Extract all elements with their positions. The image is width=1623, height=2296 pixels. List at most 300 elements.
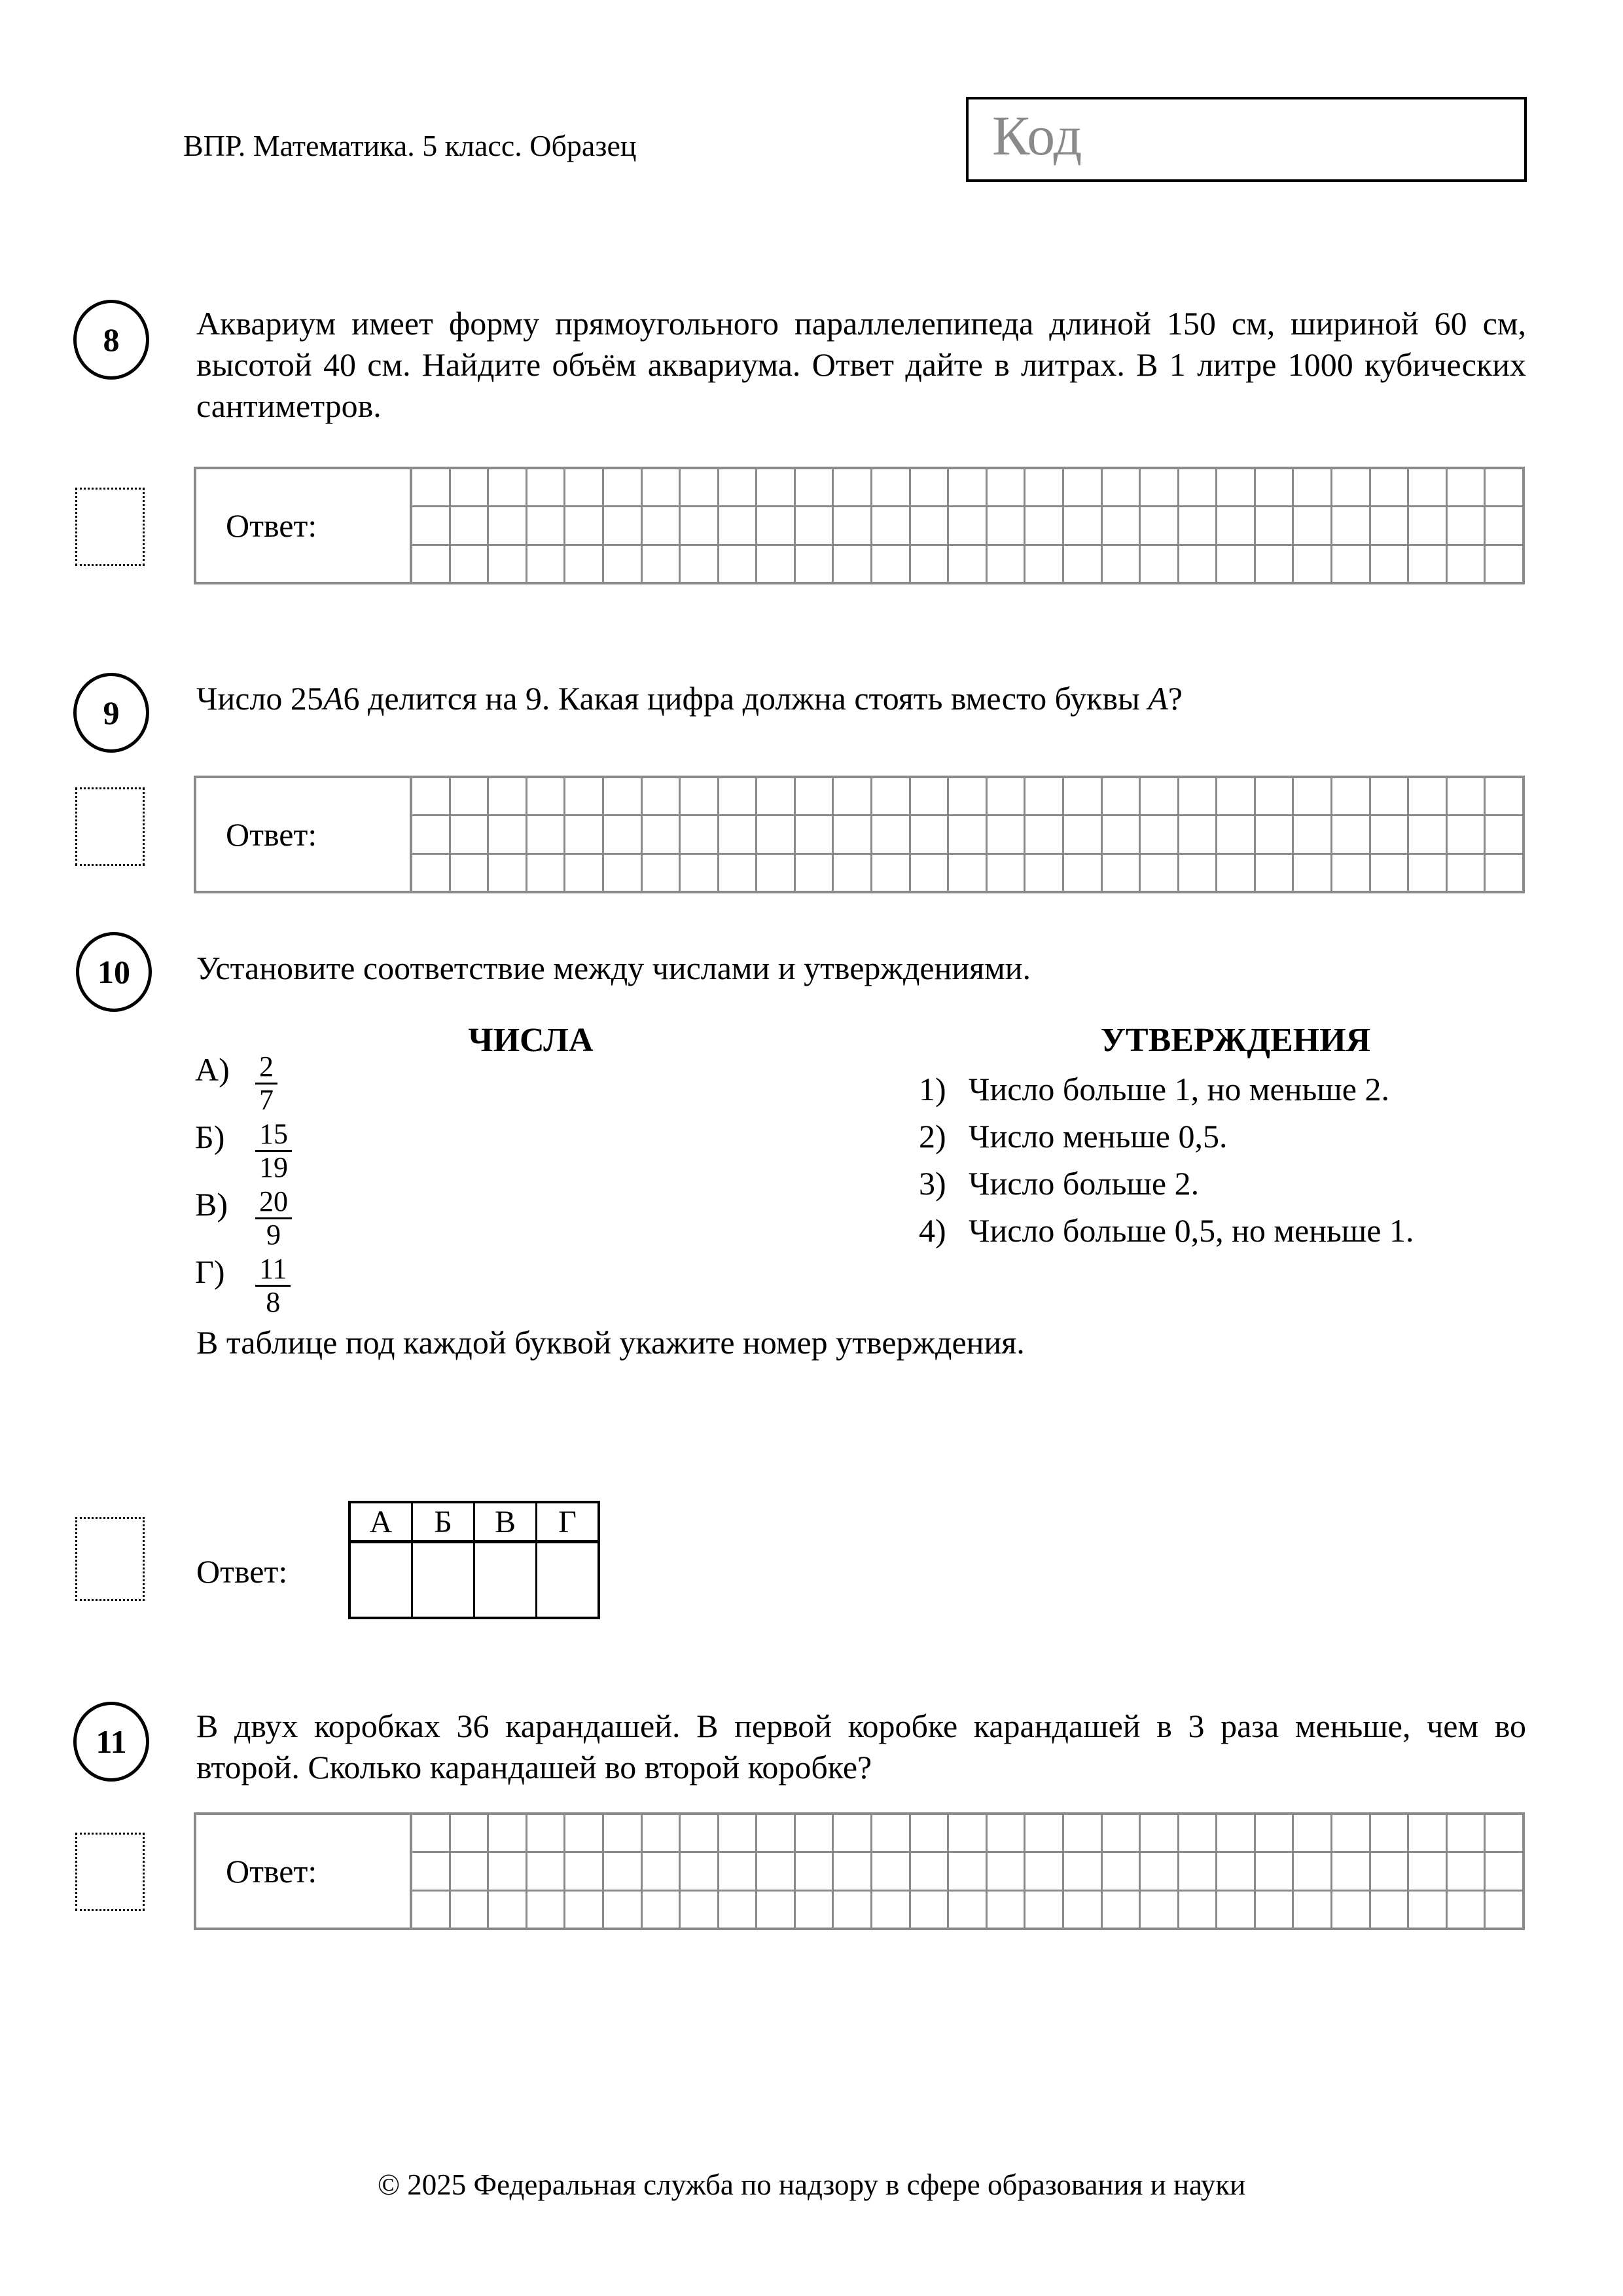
answer-grid-cell[interactable] — [988, 546, 1024, 582]
question-10-instruction: В таблице под каждой буквой укажите номер утверждения. — [196, 1324, 1025, 1361]
answer-grid-cell[interactable] — [1486, 1853, 1522, 1889]
answer-grid-cell[interactable] — [1026, 469, 1062, 505]
answer-grid-cell[interactable] — [757, 469, 794, 505]
answer-grid-cell[interactable] — [1409, 546, 1446, 582]
answer-grid-cell[interactable] — [1332, 778, 1369, 814]
answer-grid-cell[interactable] — [988, 507, 1024, 543]
answer-grid-cell[interactable] — [1179, 1892, 1216, 1928]
answer-grid-cell[interactable] — [1064, 469, 1101, 505]
question-11-score-checkbox[interactable] — [75, 1833, 145, 1911]
answer-grid-cell[interactable] — [412, 1815, 449, 1851]
answer-grid-cell[interactable] — [1486, 816, 1522, 852]
answer-grid-cell[interactable] — [1332, 816, 1369, 852]
answer-grid-cell[interactable] — [1486, 546, 1522, 582]
answer-grid-cell[interactable] — [565, 855, 602, 891]
answer-grid-cell[interactable] — [1448, 1815, 1484, 1851]
answer-grid-cell[interactable] — [681, 546, 717, 582]
answer-grid-cell[interactable] — [949, 778, 986, 814]
answer-grid-cell[interactable] — [489, 546, 526, 582]
answer-grid-cell[interactable] — [757, 507, 794, 543]
answer-grid-cell[interactable] — [911, 507, 948, 543]
statement-number: 4) — [919, 1212, 946, 1249]
answer-grid-cell[interactable] — [1217, 1853, 1254, 1889]
answer-grid-cell[interactable] — [451, 469, 488, 505]
answer-grid-cell[interactable] — [796, 778, 832, 814]
answer-grid-cell[interactable] — [949, 816, 986, 852]
answer-grid-cell[interactable] — [681, 507, 717, 543]
answer-grid-cell[interactable] — [604, 507, 641, 543]
answer-grid-cell[interactable] — [1294, 1853, 1330, 1889]
answer-grid-cell[interactable] — [911, 1815, 948, 1851]
answer-grid-cell[interactable] — [1179, 507, 1216, 543]
answer-grid-cell[interactable] — [1332, 507, 1369, 543]
answer-grid-cell[interactable] — [911, 778, 948, 814]
question-10-score-checkbox[interactable] — [75, 1517, 145, 1601]
answer-grid-cell[interactable] — [949, 546, 986, 582]
answer-grid-cell[interactable] — [1064, 546, 1101, 582]
answer-grid-cell[interactable] — [911, 1892, 948, 1928]
answer-grid-cell[interactable] — [1179, 855, 1216, 891]
fraction-label: В) — [195, 1186, 228, 1223]
answer-grid-cell[interactable] — [1179, 1853, 1216, 1889]
answer-grid-cell[interactable] — [719, 778, 756, 814]
answer-grid-cell[interactable] — [527, 855, 564, 891]
answer-grid-cell[interactable] — [527, 1892, 564, 1928]
answer-grid-cell[interactable] — [834, 546, 870, 582]
answer-grid-cell[interactable] — [1371, 1892, 1408, 1928]
answer-grid-cell[interactable] — [565, 1815, 602, 1851]
question-10-number-circle — [76, 932, 152, 1012]
answer-label: Ответ: — [196, 469, 410, 582]
answer-grid-cell[interactable] — [489, 1892, 526, 1928]
answer-grid-cell[interactable] — [489, 778, 526, 814]
answer-grid-cell[interactable] — [1103, 469, 1139, 505]
answer-grid-cell[interactable] — [1448, 1853, 1484, 1889]
answer-grid-cell[interactable] — [527, 1853, 564, 1889]
answer-grid-cell[interactable] — [1256, 816, 1293, 852]
answer-grid-cell[interactable] — [1448, 816, 1484, 852]
answer-grid-cell[interactable] — [1026, 855, 1062, 891]
answer-grid-cell[interactable] — [1103, 855, 1139, 891]
answer-grid-cell[interactable] — [1064, 1815, 1101, 1851]
answer-grid-cell[interactable] — [412, 1853, 449, 1889]
answer-grid-cell[interactable] — [604, 546, 641, 582]
answer-grid-cell[interactable] — [643, 546, 679, 582]
answer-grid-cell[interactable] — [489, 816, 526, 852]
answer-grid-cell[interactable] — [1103, 1815, 1139, 1851]
answer-grid-cell[interactable] — [1409, 778, 1446, 814]
answer-grid-cell[interactable] — [988, 855, 1024, 891]
answer-grid-cell[interactable] — [1026, 778, 1062, 814]
answer-grid-cell[interactable] — [565, 1892, 602, 1928]
answer-grid-cell[interactable] — [643, 1815, 679, 1851]
answer-grid-cell[interactable] — [911, 816, 948, 852]
answer-grid-cell[interactable] — [1141, 1815, 1177, 1851]
answer-grid-cell[interactable] — [796, 1892, 832, 1928]
answer-grid-cell[interactable] — [1179, 816, 1216, 852]
answer-grid-cell[interactable] — [681, 778, 717, 814]
answer-grid-cell[interactable] — [1256, 778, 1293, 814]
answer-grid-cell[interactable] — [1217, 469, 1254, 505]
answer-grid-cell[interactable] — [988, 469, 1024, 505]
answer-grid-cell[interactable] — [1179, 778, 1216, 814]
answer-grid-cell[interactable] — [1217, 778, 1254, 814]
answer-table-input-cell[interactable] — [349, 1542, 412, 1619]
answer-grid-cell[interactable] — [681, 1853, 717, 1889]
answer-grid-cell[interactable] — [412, 816, 449, 852]
answer-grid-cell[interactable] — [1026, 546, 1062, 582]
answer-grid-cell[interactable] — [1141, 469, 1177, 505]
answer-grid-cell[interactable] — [451, 1892, 488, 1928]
code-box[interactable] — [966, 97, 1527, 182]
answer-grid-cell[interactable] — [1371, 469, 1408, 505]
answer-grid-cell[interactable] — [834, 507, 870, 543]
answer-grid-cell[interactable] — [1217, 1892, 1254, 1928]
answer-grid-cell[interactable] — [681, 855, 717, 891]
answer-grid-cell[interactable] — [565, 1853, 602, 1889]
answer-grid-cell[interactable] — [565, 816, 602, 852]
answer-grid-cell[interactable] — [1217, 546, 1254, 582]
statement-text: Число меньше 0,5. — [969, 1118, 1228, 1155]
answer-grid-cell[interactable] — [1217, 507, 1254, 543]
answer-grid-cell[interactable] — [1179, 1815, 1216, 1851]
answer-grid-cell[interactable] — [412, 469, 449, 505]
answer-grid-cell[interactable] — [1026, 507, 1062, 543]
question-11-text: В двух коробках 36 карандашей. В первой коробке карандашей в 3 раза меньше, чем во второй. Сколько карандашей во второй коробке? — [196, 1708, 1526, 1785]
answer-grid-cell[interactable] — [719, 469, 756, 505]
answer-grid-cell[interactable] — [643, 469, 679, 505]
answer-grid-cell[interactable] — [1064, 1892, 1101, 1928]
answer-grid-cell[interactable] — [1294, 507, 1330, 543]
answer-grid-cell[interactable] — [834, 816, 870, 852]
answer-grid-cell[interactable] — [1448, 1892, 1484, 1928]
answer-grid-cell[interactable] — [1448, 469, 1484, 505]
answer-grid-cell[interactable] — [1486, 855, 1522, 891]
answer-grid-cell[interactable] — [719, 546, 756, 582]
answer-grid-cell[interactable] — [1179, 546, 1216, 582]
answer-grid-cell[interactable] — [604, 816, 641, 852]
fraction-numerator: 15 — [255, 1119, 292, 1152]
answer-grid-cell[interactable] — [527, 816, 564, 852]
answer-grid-cell[interactable] — [1371, 546, 1408, 582]
answer-grid-cell[interactable] — [1294, 778, 1330, 814]
answer-grid-cell[interactable] — [565, 778, 602, 814]
answer-grid-cell[interactable] — [911, 469, 948, 505]
answer-grid-cell[interactable] — [451, 1853, 488, 1889]
fraction-numerator: 20 — [255, 1186, 292, 1219]
statement-item — [919, 1160, 1414, 1207]
answer-grid-cell[interactable] — [1256, 1892, 1293, 1928]
answer-grid-cell[interactable] — [1332, 1815, 1369, 1851]
answer-grid-cell[interactable] — [489, 469, 526, 505]
answer-grid-cell[interactable] — [719, 1853, 756, 1889]
answer-grid-cell[interactable] — [527, 778, 564, 814]
answer-grid-cell[interactable] — [1064, 507, 1101, 543]
answer-table-input-row — [349, 1542, 599, 1619]
answer-grid-cell[interactable] — [1141, 546, 1177, 582]
answer-grid-cell[interactable] — [489, 507, 526, 543]
answer-grid-cell[interactable] — [643, 855, 679, 891]
answer-grid-cell[interactable] — [796, 1815, 832, 1851]
answer-grid-cell[interactable] — [604, 778, 641, 814]
answer-grid-cell[interactable] — [451, 546, 488, 582]
answer-grid-cell[interactable] — [412, 507, 449, 543]
answer-grid-cell[interactable] — [1256, 1853, 1293, 1889]
answer-grid-cell[interactable] — [1448, 546, 1484, 582]
answer-grid-cell[interactable] — [1179, 469, 1216, 505]
question-8-number-circle — [73, 300, 149, 380]
answer-grid-cell[interactable] — [1256, 546, 1293, 582]
answer-grid-cell[interactable] — [643, 507, 679, 543]
fraction-value — [255, 1253, 291, 1318]
answer-grid-cell[interactable] — [1448, 507, 1484, 543]
answer-grid-cell[interactable] — [834, 855, 870, 891]
answer-grid-cell[interactable] — [1486, 1815, 1522, 1851]
answer-grid-cell[interactable] — [719, 1892, 756, 1928]
answer-grid-cell[interactable] — [1256, 1815, 1293, 1851]
question-9-number: 9 — [103, 694, 120, 731]
answer-grid-cell[interactable] — [1371, 1815, 1408, 1851]
answer-grid-cell[interactable] — [834, 469, 870, 505]
answer-grid-cell[interactable] — [796, 855, 832, 891]
answer-grid-cell[interactable] — [1332, 546, 1369, 582]
answer-grid-cell[interactable] — [1141, 816, 1177, 852]
answer-grid-cell[interactable] — [412, 546, 449, 582]
answer-grid-cell[interactable] — [412, 1892, 449, 1928]
answer-grid-cell[interactable] — [1409, 1892, 1446, 1928]
answer-grid-cell[interactable] — [1486, 1892, 1522, 1928]
answer-grid-cell[interactable] — [451, 507, 488, 543]
answer-grid-cell[interactable] — [1141, 778, 1177, 814]
answer-grid-cell[interactable] — [451, 855, 488, 891]
answer-grid-cell[interactable] — [757, 1853, 794, 1889]
answer-grid-cell[interactable] — [1294, 1892, 1330, 1928]
answer-table-header-cell: Б — [412, 1502, 474, 1542]
answer-grid-cell[interactable] — [1409, 855, 1446, 891]
answer-grid-cell[interactable] — [1332, 1853, 1369, 1889]
answer-grid-cell[interactable] — [1332, 855, 1369, 891]
answer-grid-cell[interactable] — [643, 1853, 679, 1889]
answer-grid-cell[interactable] — [643, 1892, 679, 1928]
answer-grid-cell[interactable] — [681, 469, 717, 505]
answer-grid-cell[interactable] — [949, 855, 986, 891]
question-10-number: 10 — [98, 954, 130, 990]
answer-grid-cell[interactable] — [872, 816, 909, 852]
answer-grid-cell[interactable] — [451, 816, 488, 852]
answer-table-input-cell[interactable] — [474, 1542, 537, 1619]
answer-grid-cell[interactable] — [1409, 1853, 1446, 1889]
answer-grid-cell[interactable] — [719, 816, 756, 852]
answer-grid-cell[interactable] — [872, 855, 909, 891]
answer-grid-cell[interactable] — [719, 855, 756, 891]
answer-grid-cell[interactable] — [1026, 1892, 1062, 1928]
answer-grid-cell[interactable] — [451, 778, 488, 814]
answer-grid-cell[interactable] — [1064, 816, 1101, 852]
answer-grid-cell[interactable] — [1064, 778, 1101, 814]
answer-grid-cell[interactable] — [872, 778, 909, 814]
fraction-label: Г) — [195, 1253, 225, 1290]
question-9-text-part: ? — [1168, 680, 1183, 717]
answer-grid-cell[interactable] — [988, 778, 1024, 814]
answer-grid-cell[interactable] — [1026, 1853, 1062, 1889]
answer-grid-cell[interactable] — [1332, 1892, 1369, 1928]
answer-grid-cell[interactable] — [643, 816, 679, 852]
answer-grid-cell[interactable] — [1409, 507, 1446, 543]
question-11-number: 11 — [96, 1723, 127, 1760]
answer-grid-cell[interactable] — [1103, 1892, 1139, 1928]
answer-table-header-cell: Г — [537, 1502, 599, 1542]
answer-grid-cell[interactable] — [757, 546, 794, 582]
answer-grid-cell[interactable] — [527, 469, 564, 505]
answer-grid-cell[interactable] — [1409, 1815, 1446, 1851]
answer-table-input-cell[interactable] — [412, 1542, 474, 1619]
answer-grid-cell[interactable] — [872, 469, 909, 505]
answer-grid-cell[interactable] — [1486, 778, 1522, 814]
answer-grid-cell[interactable] — [1332, 469, 1369, 505]
answer-grid-cell[interactable] — [604, 1815, 641, 1851]
answer-grid-cell[interactable] — [834, 1892, 870, 1928]
answer-grid-cell[interactable] — [1103, 778, 1139, 814]
answer-grid-cell[interactable] — [719, 507, 756, 543]
question-11-answer-grid[interactable] — [410, 1815, 1522, 1928]
answer-grid-cell[interactable] — [681, 816, 717, 852]
answer-grid-cell[interactable] — [1409, 816, 1446, 852]
answer-grid-cell[interactable] — [1217, 816, 1254, 852]
answer-grid-cell[interactable] — [911, 1853, 948, 1889]
answer-grid-cell[interactable] — [1486, 469, 1522, 505]
answer-grid-cell[interactable] — [681, 1892, 717, 1928]
answer-grid-cell[interactable] — [1217, 855, 1254, 891]
answer-grid-cell[interactable] — [527, 1815, 564, 1851]
answer-table-input-cell[interactable] — [537, 1542, 599, 1619]
answer-grid-cell[interactable] — [1294, 855, 1330, 891]
answer-grid-cell[interactable] — [872, 507, 909, 543]
answer-grid-cell[interactable] — [604, 1892, 641, 1928]
answer-grid-cell[interactable] — [834, 1815, 870, 1851]
answer-grid-cell[interactable] — [796, 469, 832, 505]
answer-grid-cell[interactable] — [1103, 546, 1139, 582]
answer-grid-cell[interactable] — [1256, 507, 1293, 543]
answer-grid-cell[interactable] — [565, 546, 602, 582]
answer-grid-cell[interactable] — [1371, 1853, 1408, 1889]
answer-grid-cell[interactable] — [1486, 507, 1522, 543]
answer-grid-cell[interactable] — [872, 546, 909, 582]
answer-grid-cell[interactable] — [1141, 507, 1177, 543]
question-8-answer-grid[interactable] — [410, 469, 1522, 582]
answer-grid-cell[interactable] — [1026, 1815, 1062, 1851]
fraction-value — [255, 1186, 292, 1251]
answer-grid-cell[interactable] — [565, 507, 602, 543]
answer-grid-cell[interactable] — [643, 778, 679, 814]
answer-grid-cell[interactable] — [1141, 855, 1177, 891]
answer-grid-cell[interactable] — [796, 1853, 832, 1889]
question-11-answer-box — [194, 1812, 1525, 1930]
answer-grid-cell[interactable] — [1103, 1853, 1139, 1889]
answer-grid-cell[interactable] — [412, 855, 449, 891]
answer-grid-cell[interactable] — [757, 1815, 794, 1851]
answer-grid-cell[interactable] — [949, 1853, 986, 1889]
answer-grid-cell[interactable] — [1141, 1853, 1177, 1889]
answer-grid-cell[interactable] — [604, 469, 641, 505]
answer-grid-cell[interactable] — [988, 1853, 1024, 1889]
question-8-score-checkbox[interactable] — [75, 488, 145, 566]
answer-grid-cell[interactable] — [412, 778, 449, 814]
fraction-value — [255, 1119, 292, 1183]
answer-grid-cell[interactable] — [949, 507, 986, 543]
answer-grid-cell[interactable] — [911, 546, 948, 582]
answer-grid-cell[interactable] — [1103, 816, 1139, 852]
statement-item — [919, 1066, 1414, 1113]
answer-grid-cell[interactable] — [489, 1815, 526, 1851]
answer-grid-cell[interactable] — [489, 855, 526, 891]
answer-grid-cell[interactable] — [949, 469, 986, 505]
statement-text: Число больше 1, но меньше 2. — [969, 1071, 1389, 1107]
answer-grid-cell[interactable] — [1371, 778, 1408, 814]
answer-grid-cell[interactable] — [1064, 855, 1101, 891]
answer-grid-cell[interactable] — [1448, 855, 1484, 891]
answer-grid-cell[interactable] — [1371, 855, 1408, 891]
answer-grid-cell[interactable] — [1448, 778, 1484, 814]
answer-grid-cell[interactable] — [604, 855, 641, 891]
answer-grid-cell[interactable] — [988, 1892, 1024, 1928]
answer-grid-cell[interactable] — [489, 1853, 526, 1889]
answer-grid-cell[interactable] — [872, 1815, 909, 1851]
answer-grid-cell[interactable] — [1409, 469, 1446, 505]
answer-grid-cell[interactable] — [872, 1892, 909, 1928]
answer-grid-cell[interactable] — [1294, 469, 1330, 505]
answer-grid-cell[interactable] — [1103, 507, 1139, 543]
answer-grid-cell[interactable] — [1026, 816, 1062, 852]
answer-grid-cell[interactable] — [1294, 546, 1330, 582]
answer-grid-cell[interactable] — [1256, 469, 1293, 505]
question-8-text: Аквариум имеет форму прямоугольного параллелепипеда длиной 150 см, шириной 60 см, высотой 40 см. Найдите объём аквариума. Ответ дайте в литрах. В 1 литре 1000 кубических сантиметров. — [196, 305, 1526, 424]
fraction-label: А) — [195, 1051, 230, 1088]
answer-grid-cell[interactable] — [988, 1815, 1024, 1851]
answer-grid-cell[interactable] — [1064, 1853, 1101, 1889]
answer-grid-cell[interactable] — [757, 855, 794, 891]
answer-grid-cell[interactable] — [1217, 1815, 1254, 1851]
answer-grid-cell[interactable] — [834, 1853, 870, 1889]
answer-grid-cell[interactable] — [1294, 816, 1330, 852]
answer-grid-cell[interactable] — [565, 469, 602, 505]
answer-grid-cell[interactable] — [1371, 816, 1408, 852]
answer-grid-cell[interactable] — [757, 816, 794, 852]
answer-grid-cell[interactable] — [949, 1892, 986, 1928]
answer-grid-cell[interactable] — [796, 507, 832, 543]
answer-grid-cell[interactable] — [757, 1892, 794, 1928]
answer-grid-cell[interactable] — [796, 816, 832, 852]
answer-grid-cell[interactable] — [527, 546, 564, 582]
answer-grid-cell[interactable] — [796, 546, 832, 582]
answer-grid-cell[interactable] — [451, 1815, 488, 1851]
answer-grid-cell[interactable] — [527, 507, 564, 543]
question-9-answer-grid[interactable] — [410, 778, 1522, 891]
answer-grid-cell[interactable] — [719, 1815, 756, 1851]
answer-grid-cell[interactable] — [872, 1853, 909, 1889]
answer-grid-cell[interactable] — [1256, 855, 1293, 891]
answer-grid-cell[interactable] — [988, 816, 1024, 852]
answer-grid-cell[interactable] — [1294, 1815, 1330, 1851]
question-9-score-checkbox[interactable] — [75, 787, 145, 866]
answer-grid-cell[interactable] — [949, 1815, 986, 1851]
answer-grid-cell[interactable] — [834, 778, 870, 814]
answer-grid-cell[interactable] — [911, 855, 948, 891]
answer-grid-cell[interactable] — [757, 778, 794, 814]
answer-grid-cell[interactable] — [604, 1853, 641, 1889]
answer-grid-cell[interactable] — [1141, 1892, 1177, 1928]
answer-grid-cell[interactable] — [681, 1815, 717, 1851]
answer-grid-cell[interactable] — [1371, 507, 1408, 543]
